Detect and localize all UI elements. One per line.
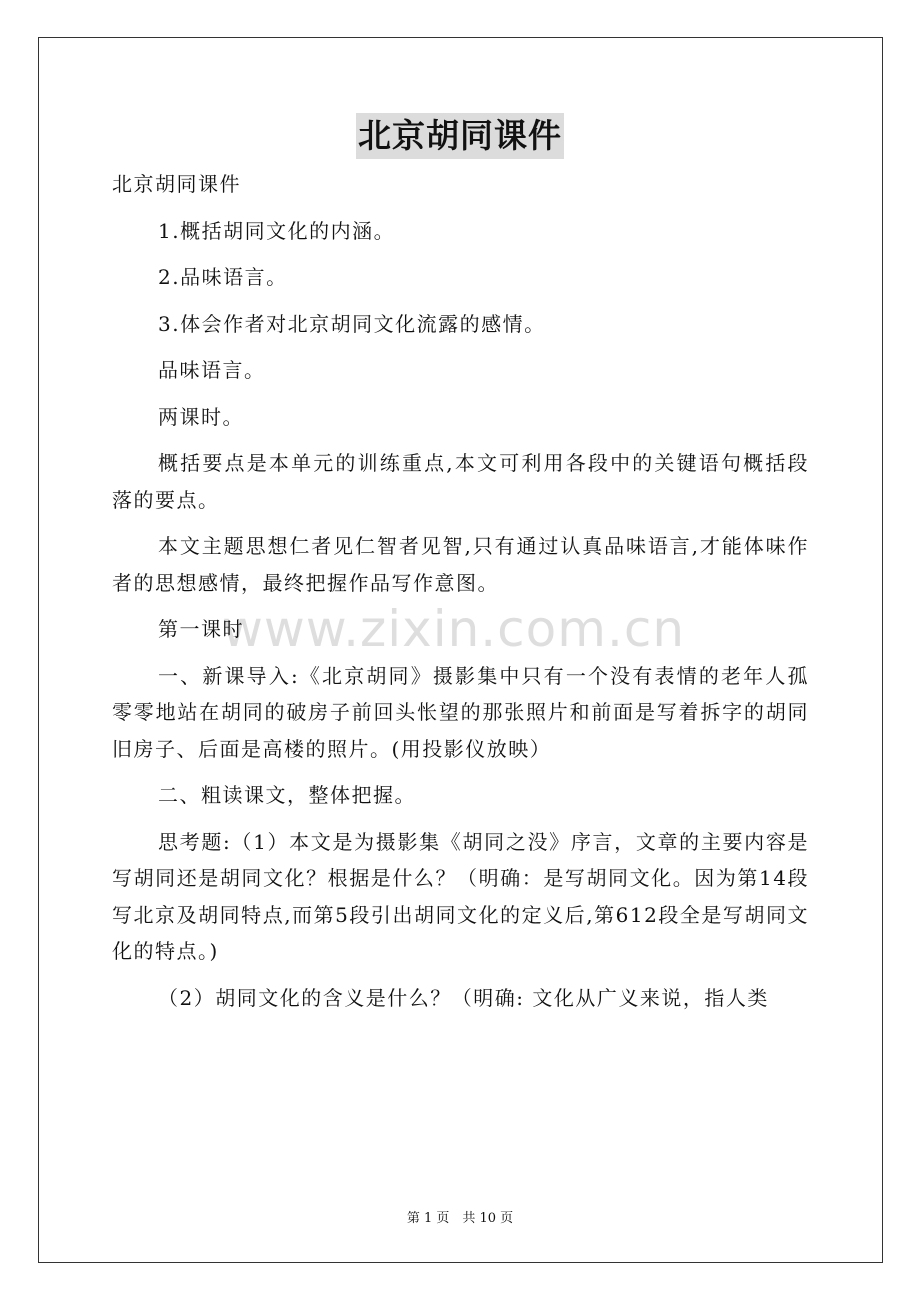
paragraph-method-1: 概括要点是本单元的训练重点,本文可利用各段中的关键语句概括段落的要点。 xyxy=(112,451,809,512)
paragraph-goal-1: 1.概括胡同文化的内涵。 xyxy=(158,218,396,243)
paragraph-goal-3: 3.体会作者对北京胡同文化流露的感情。 xyxy=(158,311,546,336)
paragraph-first-lesson: 第一课时 xyxy=(158,617,244,641)
paragraph-intro: 一、新课导入:《北京胡同》摄影集中只有一个没有表情的老年人孤零零地站在胡同的破房子前回头怅望的那张照片和前面是写着拆字的胡同旧房子、后面是高楼的照片。(用投影仪放映） xyxy=(112,663,809,761)
paragraph-difficulty: 品味语言。 xyxy=(158,358,266,382)
watermark: www.zixin.com.cn xyxy=(222,600,686,658)
paragraph-method-2: 本文主题思想仁者见仁智者见智,只有通过认真品味语言,才能体味作者的思想感情，最终把握作品写作意图。 xyxy=(112,534,809,595)
page-footer: 第 1 页 共 10 页 xyxy=(406,1211,514,1226)
paragraph-question-1: 思考题:（1）本文是为摄影集《胡同之没》序言，文章的主要内容是写胡同还是胡同文化？根据是什么？（明确：是写胡同文化。因为第14段写北京及胡同特点,而第5段引出胡同文化的定义后,第612段全是写胡同文化的特点。) xyxy=(112,829,809,963)
paragraph-reading: 二、粗读课文，整体把握。 xyxy=(158,783,416,807)
paragraph-duration: 两课时。 xyxy=(158,404,244,429)
document-title: 北京胡同课件 xyxy=(356,113,564,159)
paragraph-subtitle: 北京胡同课件 xyxy=(112,172,241,196)
title-container xyxy=(0,113,920,159)
document-body xyxy=(112,166,809,1016)
paragraph-goal-2: 2.品味语言。 xyxy=(158,265,288,289)
paragraph-question-2: （2）胡同文化的含义是什么？（明确: 文化从广义来说，指人类 xyxy=(158,985,769,1010)
